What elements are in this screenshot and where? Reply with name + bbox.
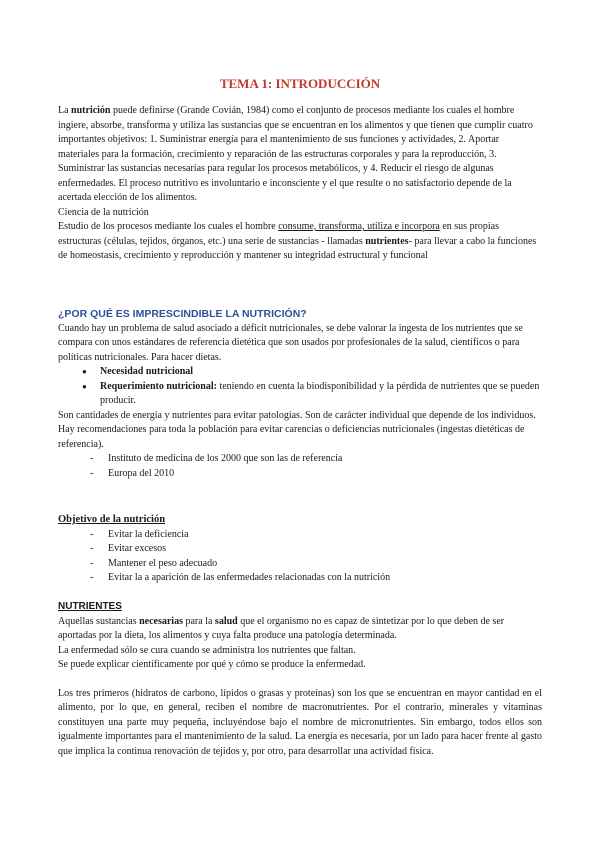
nutrientes-paragraph-3: Se puede explicar científicamente por qué y cómo se produce la enfermedad. — [58, 659, 366, 670]
list-item: - Europa del 2010 — [90, 467, 542, 482]
list-item: - Evitar la deficiencia — [90, 528, 542, 543]
why-dash-list — [58, 452, 542, 481]
why-heading: ¿POR QUÉ ES IMPRESCINDIBLE LA NUTRICIÓN? — [58, 308, 307, 320]
intro-section — [58, 104, 542, 264]
list-item: - Evitar excesos — [90, 542, 542, 557]
intro-paragraph — [58, 104, 542, 206]
list-item: - Evitar la a aparición de las enfermedades relacionadas con la nutrición — [90, 571, 542, 586]
why-paragraph-2: Son cantidades de energía y nutrientes para evitar patologías. Son de carácter individual que depende de los individuos. — [58, 409, 536, 421]
nutrientes-paragraph-1: Aquellas sustancias necesarias para la salud que el organismo no es capaz de sintetizar por lo que deben de ser aportadas por la dieta, los alimentos y cuya falta produce una patología determinada. — [58, 615, 505, 641]
ciencia-text-a: Estudio de los procesos mediante los cuales el hombre — [58, 221, 276, 232]
ciencia-paragraph — [58, 220, 542, 264]
nutrientes-section — [58, 600, 542, 759]
ciencia-label: Ciencia de la nutrición — [58, 206, 149, 218]
list-item: - Mantener el peso adecuado — [90, 557, 542, 572]
why-paragraph-3: Hay recomendaciones para toda la población para evitar carencias o deficiencias nutricionales (ingestas dietéticas de referencia). — [58, 424, 525, 450]
nutrientes-heading: NUTRIENTES — [58, 601, 122, 612]
objetivo-heading: Objetivo de la nutrición — [58, 514, 166, 525]
intro-text: puede definirse (Grande Covián, 1984) como el conjunto de procesos mediante los cuales el hombre ingiere, absorbe, transforma y utiliza las sustancias que se encuentran en los alimentos y que tienen que cumplir cuatro importantes objetivos: 1. Suministrar energía para el mantenimiento de sus funciones y actividades, 2. Aportar materiales para la formación, crecimiento y reparación de las estructuras corporales y para la reproducción, 3. Suministrar las sustancias necesarias para regular los procesos metabólicos, y 4. Reducir el riesgo de algunas enfermedades. El proceso nutritivo es involuntario e inconsciente y el que resulte o no satisfactorio depende de la acertada elección de los alimentos. — [58, 105, 533, 203]
ciencia-text-b: en sus propias estructuras (células, tejidos, órganos, etc.) una serie de sustancias - llamadas — [58, 221, 500, 247]
why-bullet-list — [58, 365, 542, 409]
nutrientes-paragraph-4: Los tres primeros (hidratos de carbono, lípidos o grasas y proteínas) son los que se encuentran en mayor cantidad en el alimento, por lo que, en general, reciben el nombre de macronutrientes. Por el contrario, minerales y vitaminas constituyen una parte muy pequeña, incluyéndose bajo el nombre de micronutrientes. Sin embargo, todos ellos son igualmente importantes para el mantenimiento de la salud. La energía es necesaria, por un lado para hacer frente al gasto que implica la continua renovación de tejidos y, por otro, para desarrollar una actividad física. — [58, 687, 542, 757]
why-paragraph-1: Cuando hay un problema de salud asociado a déficit nutricionales, se debe valorar la ingesta de los nutrientes que se compara con unos estándares de referencia dietética que son usados por profesionales de la salud, científicos o para políticas nutricionales. Para hacer dietas. — [58, 322, 523, 363]
nutrientes-paragraph-2: La enfermedad sólo se cura cuando se administra los nutrientes que faltan. — [58, 644, 356, 656]
ciencia-underlined: consume, transforma, utiliza e incorpora — [278, 221, 440, 232]
list-item: - Instituto de medicina de los 2000 que son las de referencia — [90, 452, 542, 467]
intro-prefix: La — [58, 105, 69, 116]
list-item: ● Necesidad nutricional — [86, 365, 542, 380]
list-item: ● Requerimiento nutricional: teniendo en cuenta la biodisponibilidad y la pérdida de nutrientes que se pueden producir. — [86, 380, 542, 409]
ciencia-text-c: - para llevar a cabo la funciones de homeostasis, crecimiento y reproducción y mantener su integridad estructural y funcional — [58, 235, 537, 261]
objetivo-section — [58, 513, 542, 586]
why-section — [58, 307, 542, 481]
ciencia-bold: nutrientes — [365, 235, 409, 247]
objetivo-list — [58, 528, 542, 586]
intro-term: nutrición — [71, 105, 111, 116]
document-title: TEMA 1: INTRODUCCIÓN — [219, 76, 381, 91]
